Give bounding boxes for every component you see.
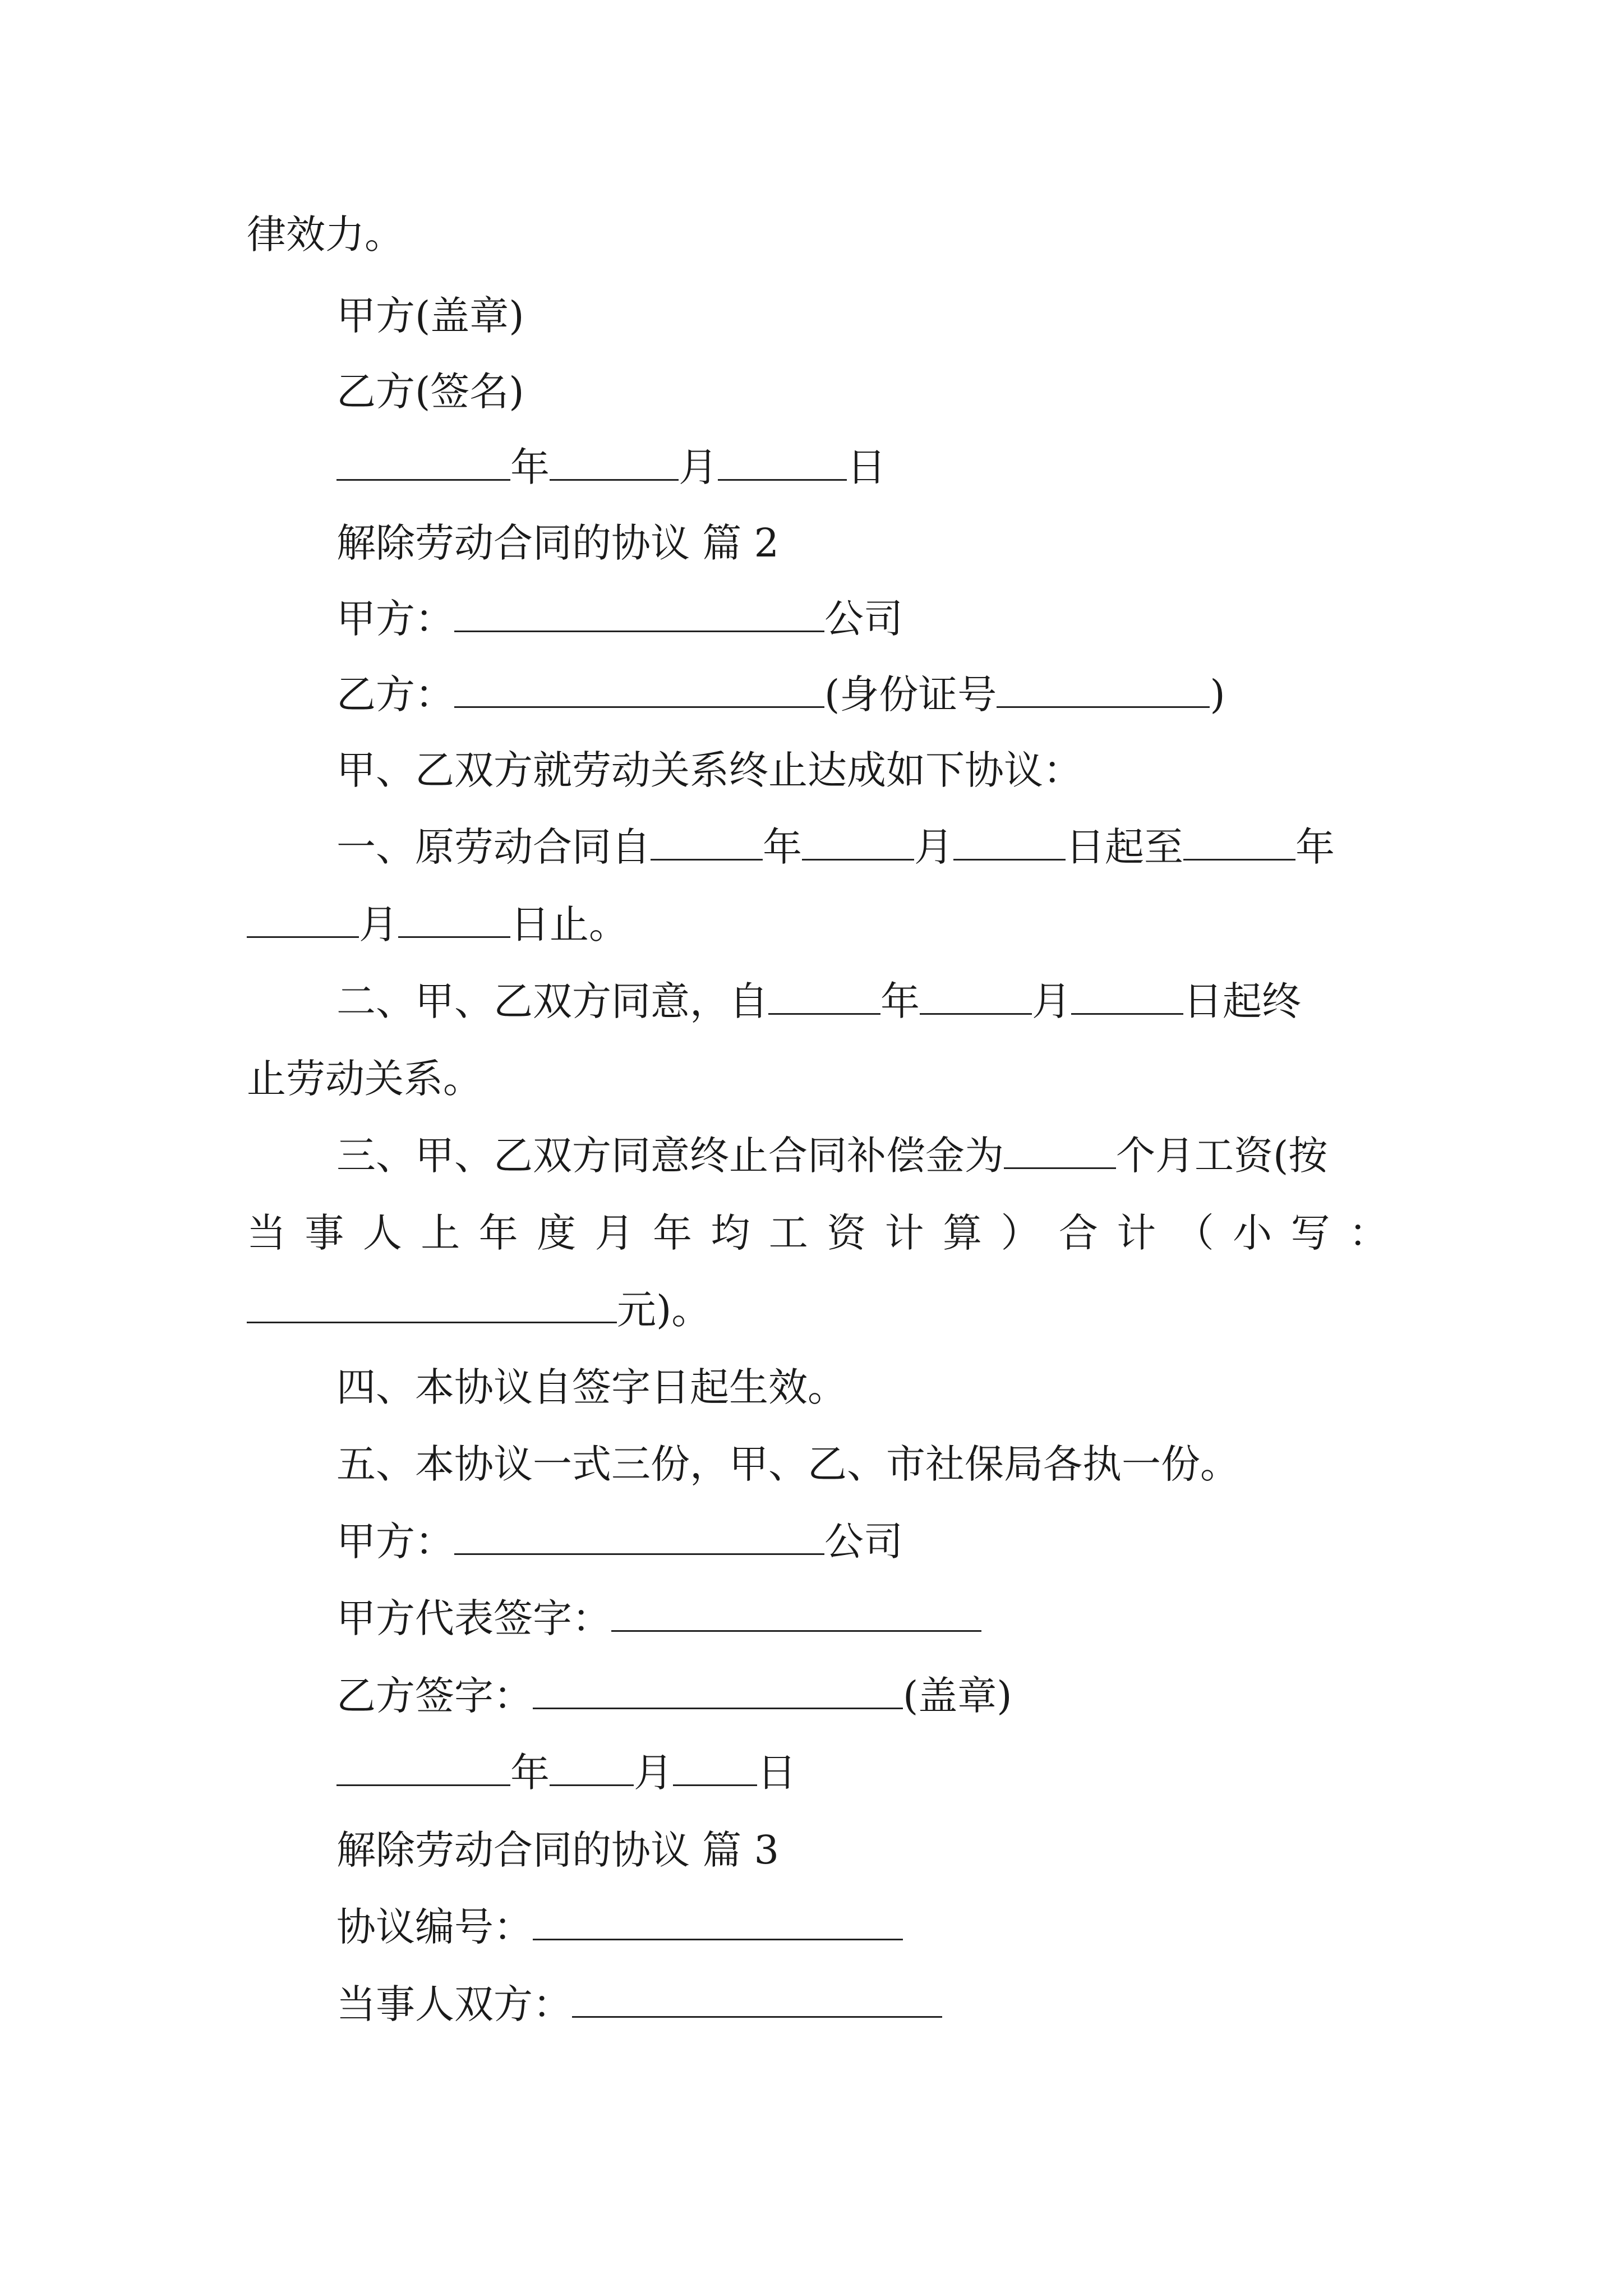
- party-b-sign-line: [336, 1669, 1012, 1723]
- label: 二、甲、乙双方同意，自: [336, 978, 768, 1024]
- id-blank: [997, 669, 1210, 708]
- party-a-seal: 甲方(盖章): [336, 293, 524, 339]
- label: 日起终: [1183, 978, 1301, 1024]
- day-label: 日: [757, 1750, 796, 1796]
- party-a-rep-line: [336, 1591, 981, 1645]
- label: 当事人双方：: [336, 1981, 572, 2027]
- day-label: 日: [847, 444, 886, 490]
- blank: [1004, 1130, 1116, 1169]
- label: (身份证号: [824, 671, 997, 717]
- label: 年: [1295, 824, 1335, 870]
- label: 甲方代表签字：: [336, 1595, 611, 1641]
- label: 年: [763, 824, 802, 870]
- blank: [651, 822, 763, 861]
- number-blank: [533, 1902, 903, 1940]
- year-label: 年: [510, 1750, 550, 1796]
- label: 月: [359, 901, 398, 947]
- month-blank: [550, 442, 679, 481]
- blank: [802, 822, 914, 861]
- day-blank: [718, 442, 847, 481]
- party-a-line: [336, 592, 903, 646]
- label: 乙方：: [336, 671, 454, 717]
- clause-3-cont: 当 事 人 上 年 度 月 年 均 工 资 计 算 ） 合 计 （ 小 写 ：: [247, 1210, 1388, 1256]
- company-blank: [454, 1516, 824, 1555]
- day-blank: [673, 1747, 757, 1786]
- label: 日止。: [510, 901, 628, 947]
- company-blank: [454, 593, 824, 632]
- blank: [953, 822, 1066, 861]
- clause-4: 四、本协议自签字日起生效。: [336, 1364, 847, 1410]
- text-line: 律效力。: [247, 211, 404, 257]
- parties-line: [336, 1977, 942, 2031]
- agreement-number-line: [336, 1900, 903, 1954]
- name-blank: [454, 669, 824, 708]
- label: 三、甲、乙双方同意终止合同补偿金为: [336, 1133, 1004, 1179]
- section-heading: 解除劳动合同的协议 篇 3: [336, 1827, 780, 1873]
- month-label: 月: [634, 1750, 673, 1796]
- text-line: 甲、乙双方就劳动关系终止达成如下协议：: [336, 747, 1082, 793]
- blank: [1071, 976, 1183, 1015]
- label: ): [1210, 671, 1225, 717]
- label: 月: [914, 824, 953, 870]
- clause-1-cont: [247, 898, 628, 951]
- month-label: 月: [679, 444, 718, 490]
- date-line: [336, 1746, 796, 1800]
- label: 元)。: [617, 1287, 711, 1333]
- signature-blank: [611, 1593, 981, 1632]
- year-label: 年: [510, 444, 550, 490]
- party-a-line: [336, 1515, 903, 1568]
- blank: [920, 976, 1032, 1015]
- year-blank: [336, 442, 510, 481]
- clause-3-amount: [247, 1283, 711, 1337]
- label: 月: [1032, 978, 1071, 1024]
- clause-2-cont: 止劳动关系。: [247, 1056, 482, 1102]
- blank: [1183, 822, 1295, 861]
- signature-blank: [533, 1671, 903, 1709]
- party-b-signature: 乙方(签名): [336, 369, 524, 415]
- label: (盖章): [903, 1673, 1012, 1719]
- date-line: [336, 440, 886, 494]
- label: 个月工资(按: [1116, 1133, 1328, 1179]
- clause-3: [336, 1129, 1327, 1182]
- label: 公司: [824, 596, 903, 642]
- section-heading: 解除劳动合同的协议 篇 2: [336, 520, 780, 566]
- label: 日起至: [1066, 824, 1183, 870]
- label: 年: [880, 978, 920, 1024]
- year-blank: [336, 1747, 510, 1786]
- label: 协议编号：: [336, 1904, 533, 1950]
- label: 甲方：: [336, 596, 454, 642]
- blank: [398, 899, 510, 938]
- blank: [768, 976, 880, 1015]
- amount-blank: [247, 1285, 617, 1323]
- label: 甲方：: [336, 1519, 454, 1565]
- label: 一、原劳动合同自: [336, 824, 651, 870]
- parties-blank: [572, 1979, 942, 2018]
- label: 公司: [824, 1519, 903, 1565]
- label: 乙方签字：: [336, 1673, 533, 1719]
- blank: [247, 899, 359, 938]
- month-blank: [550, 1747, 634, 1786]
- clause-2: [336, 974, 1301, 1028]
- clause-1: [336, 820, 1335, 874]
- clause-5: 五、本协议一式三份，甲、乙、市社保局各执一份。: [336, 1441, 1239, 1487]
- party-b-line: [336, 668, 1225, 721]
